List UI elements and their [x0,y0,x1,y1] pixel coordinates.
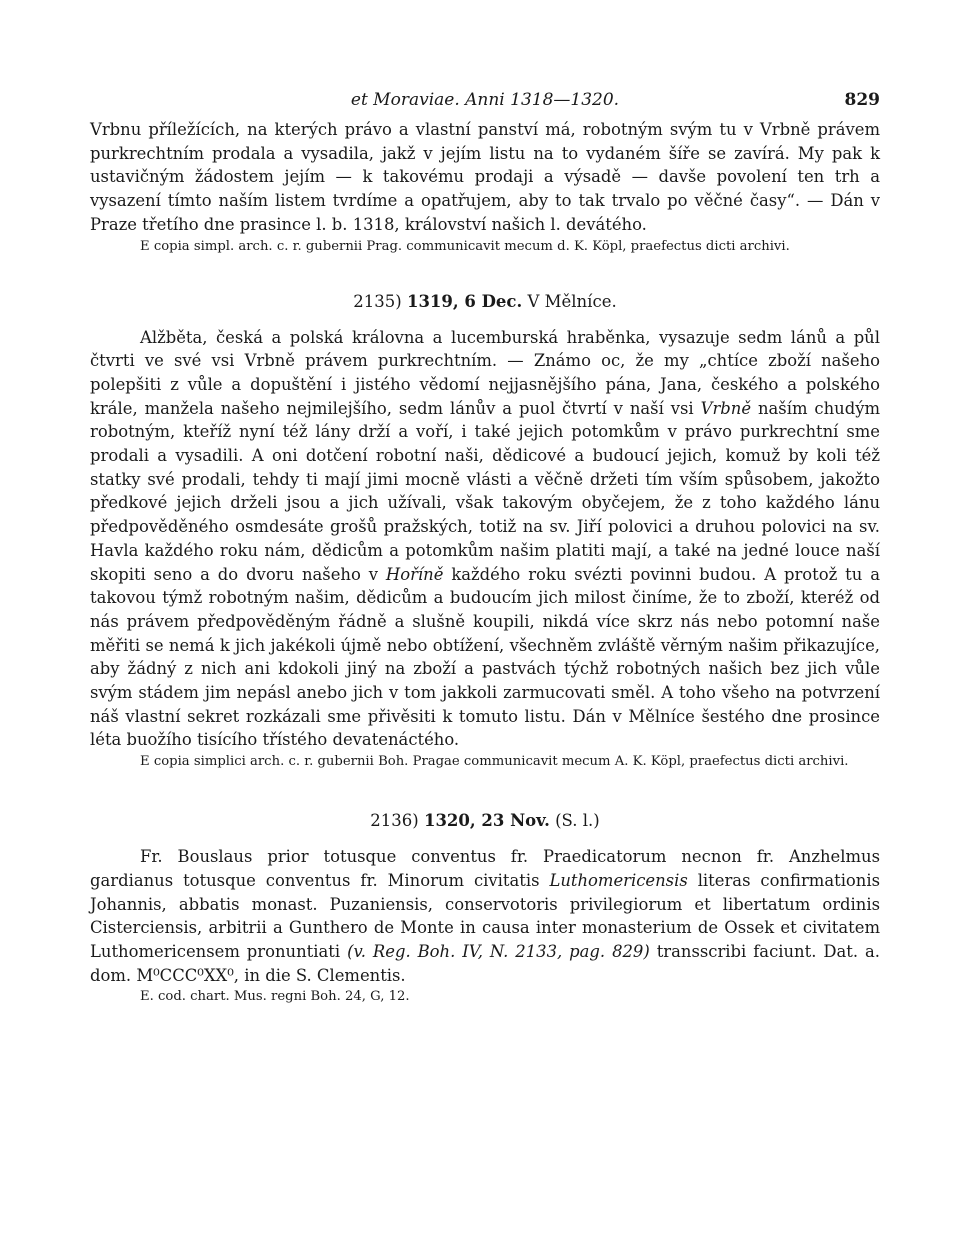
place-name-horine: Hoříně [385,564,444,584]
charter-2135-source-note: E copia simplici arch. c. r. gubernii Boh. Pragae communicavit mecum A. K. Köpl, praefectus dicti archivi. [140,754,849,770]
charter-date: 1319, 6 Dec. [406,291,523,311]
running-title: et Moraviae. Anni 1318—1320. [350,90,620,110]
charter-number: 2136) [370,811,419,831]
place-name-vrbne: Vrbně [700,398,752,418]
register-reference: (v. Reg. Boh. IV, N. 2133, pag. 829) [347,941,650,961]
page-number: 829 [844,90,880,110]
charter-2135-heading [90,290,880,314]
charter-2135-text: Alžběta, česká a polská královna a lucemburská hraběnka, vysazuje sedm lánů a půl čtvrti ve své vsi Vrbně právem purkrechtním. — Známo oc, že my „chtíce zboží našeho polepšiti z vůle a dopuštění i jistého vědomí nejjasnějšího pána, Jana, českého a polského krále, manžela našeho nejmilejšího, sedm lánův a puol čtvrtí v naší vsi Vrbně naším chudým robotným, kteříž nyní též lány drží a voří, i také jejich potomkům v právo purkrechtní sme prodali a vysadili. A oni dotčení robotní naši, dědicové a budoucí jejich, komuž by koli též statky své prodali, tehdy ti mají jimi mocně vlásti a věčně držeti tím vším spůsobem, jakožto předkové jejich drželi jsou a jich užívali, však takovým obyčejem, že z toho každého lánu předpověděného osmdesáte grošů pražských, totiž na sv. Jiří polovici a druhou polovici na sv. Havla každého roku nám, dědicům a potomkům našim platiti mají, a také na jedné louce naší skopiti seno a do dvoru našeho v Hoříně každého roku svézti povinni budou. A protož tu a takovou týmž robotným našim, dědicům a budoucím jich milost činíme, že to zboží, kteréž od nás právem předpověděným řádně a slušně koupili, nikdá více skrz nás nebo potomní naše měřiti se nemá k jich jakékoli újmě nebo obtížení, všechněm zvláště věrným našim přikazujíce, aby žádný z nich ani kdokoli jiný na zboží a pastvách týchž robotných našich bez jich vůle svým stádem jim nepásl anebo jich v tom jakkoli zarmucovati směl. A toho všeho na potvrzení náš vlastní sekret rozkázali sme přivěsiti k tomuto listu. Dán v Mělníce šestého dne prosince léta buožího tisícího třístého devatenáctého. [90,327,881,750]
charter-2136-heading [90,809,880,833]
charter-date: 1320, 23 Nov. [423,811,550,831]
charter-2136-source-note: E. cod. chart. Mus. regni Boh. 24, G, 12. [140,989,410,1005]
charter-place: (S. l.) [555,811,600,831]
continuation-paragraph: Vrbnu příležících, na kterých právo a vlastní panství má, robotným svým tu v Vrbně právem purkrechtním prodala a vysadila, jakž v jejím listu na to vydaném šíře se zavírá. My pak k ustavičným žádostem jejím — k takovému prodaji a výsadě — davše povolení ten trh a vysazení tímto naším listem tvrdíme a opatřujem, aby to tak trvalo po věčné časy“. — Dán v Praze třetího dne prasince l. b. 1318, království našich l. devátého. [90,120,880,234]
charter-2136-text: Fr. Bouslaus prior totusque conventus fr. Praedicatorum necnon fr. Anzhelmus gardianus totusque conventus fr. Minorum civitatis Luthomericensis literas confirmationis Johannis, abbatis monast. Puzaniensis, conservotoris privilegiorum et libertatum ordinis Cisterciensis, arbitrii a Gunthero de Monte in causa inter monasterium de Ossek et civitatem Luthomericensem pronuntiati (v. Reg. Boh. IV, N. 2133, pag. 829) transscribi faciunt. Dat. a. dom. M⁰CCC⁰XX⁰, in die S. Clementis. [90,847,881,985]
document-page [90,88,880,1006]
page-header [90,88,880,118]
charter-number: 2135) [353,291,402,311]
city-name: Luthomericensis [549,870,688,890]
charter-place: V Mělníce. [527,291,617,311]
continuation-source-note: E copia simpl. arch. c. r. gubernii Prag. communicavit mecum d. K. Köpl, praefectus dicti archivi. [140,238,790,254]
